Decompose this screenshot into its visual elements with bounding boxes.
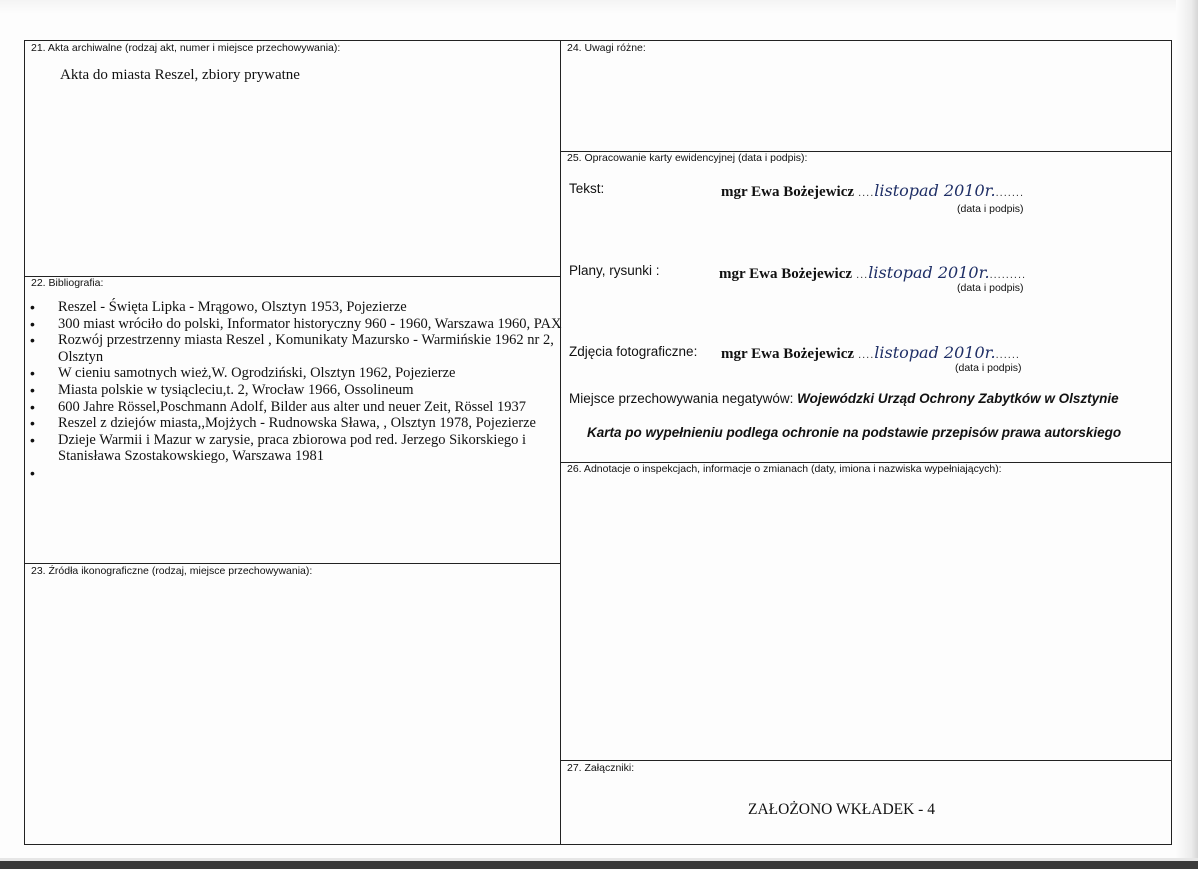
photos-row-value (721, 343, 1020, 363)
bibliography-item: • Dzieje Warmii i Mazur w zarysie, praca zbiorowa pod red. Jerzego Sikorskiego i Stanisława Szostakowskiego, Warszawa 1981 (30, 432, 570, 465)
dotted-line: ... (852, 269, 869, 281)
bibliography-item: • Reszel z dziejów miasta,,Mojżych - Rudnowska Sława, , Olsztyn 1978, Pojezierze (30, 415, 570, 432)
bibliography-item: • Reszel - Święta Lipka - Mrągowo, Olsztyn 1953, Pojezierze (30, 299, 570, 316)
dotted-line: ......... (989, 269, 1027, 281)
section-21-header: 21. Akta archiwalne (rodzaj akt, numer i miejsce przechowywania): (31, 42, 341, 54)
section-23-header: 23. Źródła ikonograficzne (rodzaj, miejsce przechowywania): (31, 565, 313, 577)
bibliography-item: • Miasta polskie w tysiącleciu,t. 2, Wrocław 1966, Ossolineum (30, 382, 570, 399)
dotted-line: .... (854, 349, 875, 361)
bibliography-item: • W cieniu samotnych wież,W. Ogrodziński, Olsztyn 1962, Pojezierze (30, 365, 570, 382)
plans-row-value (719, 263, 1026, 283)
text-row-value (721, 181, 1024, 201)
bibliography-item: • Rozwój przestrzenny miasta Reszel , Komunikaty Mazursko - Warmińskie 1962 nr 2, Olsztyn (30, 332, 570, 365)
author-name: mgr Ewa Bożejewicz (721, 184, 855, 200)
section-21-content: Akta do miasta Reszel, zbiory prywatne (60, 67, 300, 83)
handwritten-date: listopad 2010r. (874, 181, 996, 200)
author-name: mgr Ewa Bożejewicz (721, 346, 855, 362)
section-22-header: 22. Bibliografia: (31, 277, 104, 289)
photos-row-label: Zdjęcia fotograficzne: (569, 344, 698, 359)
bibliography-list (30, 299, 570, 481)
paper-edge-right (1176, 0, 1198, 861)
handwritten-date: listopad 2010r. (874, 343, 996, 362)
negatives-value: Wojewódzki Urząd Ochrony Zabytków w Olsztynie (797, 391, 1119, 406)
plans-row-caption: (data i podpis) (957, 282, 1024, 294)
photos-row-caption: (data i podpis) (955, 362, 1022, 374)
attachments-content: ZAŁOŻONO WKŁADEK - 4 (748, 801, 935, 818)
bibliography-item-empty (30, 465, 570, 481)
section-24-header: 24. Uwagi różne: (567, 42, 646, 54)
paper-edge-top (0, 0, 1198, 14)
author-name: mgr Ewa Bożejewicz (719, 266, 853, 282)
negatives-line (569, 391, 1119, 406)
text-row-label: Tekst: (569, 181, 605, 196)
negatives-label: Miejsce przechowywania negatywów: (569, 391, 794, 406)
section-26-box (560, 462, 1172, 761)
text-row-caption: (data i podpis) (957, 203, 1024, 215)
section-23-box (24, 563, 561, 845)
dotted-line: ....... (995, 187, 1025, 199)
dotted-line: .... (854, 187, 875, 199)
section-25-header: 25. Opracowanie karty ewidencyjnej (data i podpis): (567, 152, 808, 164)
section-27-header: 27. Załączniki: (567, 762, 635, 774)
bibliography-item: • 600 Jahre Rössel,Poschmann Adolf, Bilder aus alter und neuer Zeit, Rössel 1937 (30, 399, 570, 416)
plans-row-label: Plany, rysunki : (569, 263, 660, 278)
section-24-box (560, 40, 1172, 152)
copyright-note: Karta po wypełnieniu podlega ochronie na podstawie przepisów prawa autorskiego (587, 425, 1122, 440)
handwritten-date: listopad 2010r. (868, 263, 990, 282)
section-26-header: 26. Adnotacje o inspekcjach, informacje o zmianach (daty, imiona i nazwiska wypełniających): (567, 463, 1002, 475)
dotted-line: ...... (995, 349, 1020, 361)
bibliography-item: • 300 miast wróciło do polski, Informator historyczny 960 - 1960, Warszawa 1960, PAX (30, 316, 570, 333)
